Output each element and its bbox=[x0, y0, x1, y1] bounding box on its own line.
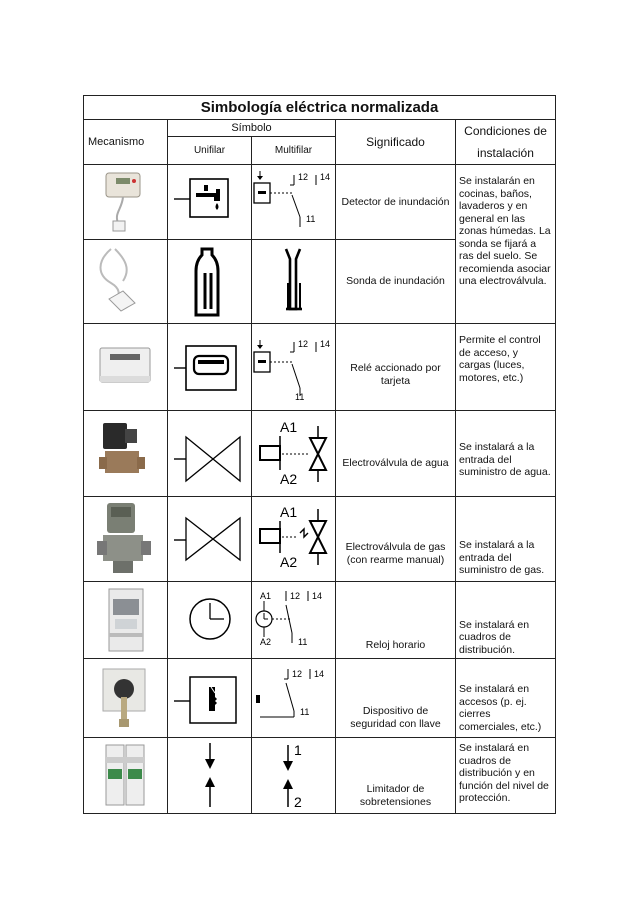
unifilar-cell bbox=[168, 582, 252, 659]
label-14: 14 bbox=[320, 339, 331, 349]
label-2: 2 bbox=[294, 793, 302, 810]
condiciones-cell: Se instalará a la entrada del suministro de gas. bbox=[456, 497, 556, 582]
header-mecanismo: Mecanismo bbox=[84, 120, 168, 165]
card-reader-symbol-icon bbox=[170, 332, 250, 402]
unifilar-cell bbox=[168, 240, 252, 324]
significado-cell: Sonda de inundación bbox=[336, 240, 456, 324]
clock-symbol-icon bbox=[170, 585, 250, 655]
label-a2: A2 bbox=[280, 470, 298, 487]
symbol-table-sheet bbox=[83, 95, 555, 810]
surge-protector-device-icon bbox=[98, 741, 154, 811]
flood-detector-device-icon bbox=[96, 169, 156, 235]
label-a1: A1 bbox=[280, 418, 298, 435]
multifilar-cell bbox=[252, 411, 336, 497]
table-row bbox=[84, 582, 556, 659]
label-12: 12 bbox=[292, 669, 303, 679]
label-11: 11 bbox=[300, 707, 310, 717]
unifilar-cell bbox=[168, 659, 252, 738]
header-condiciones bbox=[456, 120, 556, 165]
significado-cell: Electroválvula de agua bbox=[336, 411, 456, 497]
valve-symbol-icon bbox=[170, 419, 250, 489]
significado-cell: Dispositivo de seguridad con llave bbox=[336, 659, 456, 738]
mecanismo-cell bbox=[84, 240, 168, 324]
label-a1: A1 bbox=[260, 591, 272, 601]
unifilar-cell bbox=[168, 165, 252, 240]
time-switch-device-icon bbox=[101, 585, 151, 655]
multifilar-cell bbox=[252, 240, 336, 324]
header-condiciones-line1: Condiciones de bbox=[464, 124, 547, 138]
card-relay-device-icon bbox=[94, 342, 158, 392]
key-switch-symbol-icon bbox=[170, 663, 250, 733]
multifilar-cell bbox=[252, 659, 336, 738]
gas-valve-multifilar-icon bbox=[252, 499, 336, 579]
multifilar-cell bbox=[252, 582, 336, 659]
unifilar-cell bbox=[168, 738, 252, 814]
header-simbolo: Símbolo bbox=[168, 120, 336, 137]
surge-limiter-multifilar-icon bbox=[252, 739, 336, 813]
header-condiciones-line2: instalación bbox=[477, 146, 534, 160]
header-multifilar: Multifilar bbox=[252, 137, 336, 165]
clock-multifilar-icon bbox=[252, 585, 336, 655]
water-tap-symbol-icon bbox=[170, 167, 250, 237]
unifilar-cell bbox=[168, 324, 252, 411]
significado-cell: Detector de inundación bbox=[336, 165, 456, 240]
multifilar-cell bbox=[252, 165, 336, 240]
label-11: 11 bbox=[295, 392, 305, 402]
header-significado: Significado bbox=[336, 120, 456, 165]
multifilar-cell bbox=[252, 738, 336, 814]
key-switch-device-icon bbox=[95, 663, 157, 733]
mecanismo-cell bbox=[84, 497, 168, 582]
mecanismo-cell bbox=[84, 411, 168, 497]
flood-probe-device-icon bbox=[91, 245, 161, 319]
probe-multifilar-symbol-icon bbox=[264, 243, 324, 321]
condiciones-cell: Permite el control de acceso, y cargas (luces, motores, etc.) bbox=[456, 324, 556, 411]
surge-limiter-symbol-icon bbox=[170, 739, 250, 813]
mecanismo-cell bbox=[84, 738, 168, 814]
card-relay-multifilar-icon bbox=[252, 332, 336, 402]
condiciones-cell: Se instalarán en cocinas, baños, lavaderos y en general en las zonas húmedas. La sonda se fijará a ras del suelo. Se recomienda asociar una electroválvula. bbox=[456, 165, 556, 324]
label-14: 14 bbox=[314, 669, 325, 679]
header-unifilar: Unifilar bbox=[168, 137, 252, 165]
contact-12-14-11-symbol-icon bbox=[252, 167, 336, 237]
table-row bbox=[84, 324, 556, 411]
label-1: 1 bbox=[294, 741, 302, 758]
table-title: Simbología eléctrica normalizada bbox=[84, 96, 556, 120]
condiciones-cell: Se instalará en cuadros de distribución y en función del nivel de protección. bbox=[456, 738, 556, 814]
key-switch-multifilar-icon bbox=[252, 663, 336, 733]
label-12: 12 bbox=[298, 172, 309, 182]
mecanismo-cell bbox=[84, 659, 168, 738]
significado-cell: Limitador de sobretensiones bbox=[336, 738, 456, 814]
label-12: 12 bbox=[298, 339, 309, 349]
label-11: 11 bbox=[306, 214, 316, 224]
mecanismo-cell bbox=[84, 165, 168, 240]
mecanismo-cell bbox=[84, 324, 168, 411]
symbol-table bbox=[83, 95, 556, 814]
significado-line1: Electroválvula de gas bbox=[345, 541, 446, 553]
table-row bbox=[84, 497, 556, 582]
significado-line2: (con rearme manual) bbox=[346, 554, 445, 566]
multifilar-cell bbox=[252, 324, 336, 411]
multifilar-cell bbox=[252, 497, 336, 582]
label-a1: A1 bbox=[280, 504, 298, 520]
table-row bbox=[84, 411, 556, 497]
label-a2: A2 bbox=[280, 554, 298, 570]
condiciones-cell: Se instalará en accesos (p. ej. cierres comerciales, etc.) bbox=[456, 659, 556, 738]
valve-symbol-icon bbox=[170, 504, 250, 574]
mecanismo-cell bbox=[84, 582, 168, 659]
significado-cell bbox=[336, 497, 456, 582]
condiciones-cell: Se instalará en cuadros de distribución. bbox=[456, 582, 556, 659]
table-row bbox=[84, 659, 556, 738]
significado-cell: Reloj horario bbox=[336, 582, 456, 659]
unifilar-cell bbox=[168, 411, 252, 497]
solenoid-valve-multifilar-icon bbox=[252, 414, 336, 494]
label-14: 14 bbox=[312, 591, 323, 601]
table-row bbox=[84, 738, 556, 814]
water-solenoid-valve-device-icon bbox=[95, 419, 157, 489]
label-12: 12 bbox=[290, 591, 301, 601]
table-row bbox=[84, 165, 556, 240]
label-14: 14 bbox=[320, 172, 331, 182]
label-11: 11 bbox=[298, 637, 308, 647]
significado-cell: Relé accionado por tarjeta bbox=[336, 324, 456, 411]
unifilar-cell bbox=[168, 497, 252, 582]
condiciones-cell: Se instalará a la entrada del suministro de agua. bbox=[456, 411, 556, 497]
label-a2: A2 bbox=[260, 637, 272, 647]
probe-symbol-icon bbox=[180, 243, 240, 321]
gas-solenoid-valve-device-icon bbox=[95, 499, 157, 579]
